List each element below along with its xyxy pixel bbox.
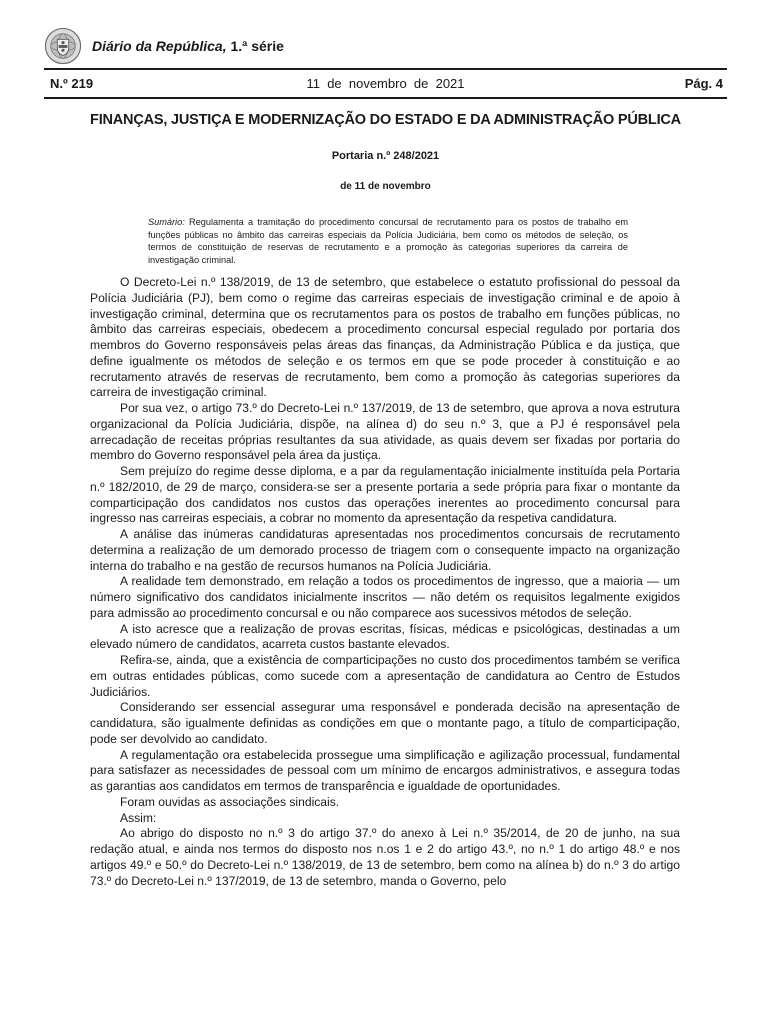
paragraph: Refira-se, ainda, que a existência de comparticipações no custo dos procedimentos também se verifica em outras entidades públicas, como sucede com a apresentação de candidatura ao Centro de Estudos Judiciários. (90, 653, 680, 699)
header-rule-top (44, 68, 727, 70)
paragraph: Assim: (120, 810, 157, 825)
paragraph: O Decreto-Lei n.º 138/2019, de 13 de setembro, que estabelece o estatuto profissional do pessoal da Polícia Judiciária (PJ), bem como o regime das carreiras especiais de investigação criminal e de apoio à investigação criminal, determina que os recrutamentos para os postos de trabalho em funções públicas, no âmbito das carreiras especiais, obedecem a procedimento concursal especial regulado por portaria dos membros do Governo responsáveis pelas áreas das finanças, da Administração Pública e da justiça, que define igualmente os métodos de seleção e os termos em que se pode proceder à constituição e ao recrutamento através de reservas de recrutamento, bem como a promoção às categorias superiores da carreira de investigação criminal. (90, 275, 680, 400)
journal-series: 1.ª série (226, 38, 284, 54)
journal-title (92, 38, 284, 54)
paragraph: A análise das inúmeras candidaturas apresentadas nos procedimentos concursais de recrutamento determina a realização de um demorado processo de triagem com o consequente impacto na organização interna do trabalho e na gestão de recursos humanos na Polícia Judiciária. (90, 527, 680, 573)
paragraph: A realidade tem demonstrado, em relação a todos os procedimentos de ingresso, que a maioria — um número significativo dos candidatos inicialmente inscritos — não detém os requisitos legalmente exigidos para admissão ao procedimento concursal e ou não comparece aos sucessivos métodos de seleção. (90, 574, 680, 620)
summary-text: Regulamenta a tramitação do procedimento concursal de recrutamento para os postos de trabalho em funções públicas no âmbito das carreiras especiais da Polícia Judiciária, bem como os métodos de seleção, os termos de constituição de reservas de recrutamento e a promoção às categorias superiores da carreira de investigação criminal. (148, 217, 628, 265)
issue-date: 11 de novembro de 2021 (306, 76, 465, 91)
paragraph: Considerando ser essencial assegurar uma responsável e ponderada decisão na apresentação de candidatura, são igualmente definidas as condições em que o montante pago, a título de comparticipação, pode ser devolvido ao candidato. (90, 700, 680, 746)
summary-label: Sumário: (148, 217, 185, 227)
paragraph: Por sua vez, o artigo 73.º do Decreto-Lei n.º 137/2019, de 13 de setembro, que aprova a nova estrutura organizacional da Polícia Judiciária, dispõe, na alínea d) do seu n.º 3, que a PJ é responsável pela arrecadação de receitas próprias resultantes da sua atividade, as quais devem ser fixadas por portaria do membro do Governo responsável pela área da justiça. (90, 401, 680, 463)
issue-number: N.º 219 (50, 76, 94, 91)
journal-header (44, 26, 284, 66)
ministry-heading: FINANÇAS, JUSTIÇA E MODERNIZAÇÃO DO ESTADO E DA ADMINISTRAÇÃO PÚBLICA (90, 112, 681, 128)
paragraph: Ao abrigo do disposto no n.º 3 do artigo 37.º do anexo à Lei n.º 35/2014, de 20 de junho, na sua redação atual, e ainda nos termos do disposto nos n.os 1 e 2 do artigo 43.º, no n.º 1 do artigo 48.º e nos artigos 49.º e 50.º do Decreto-Lei n.º 138/2019, de 13 de setembro, bem como na alínea b) do n.º 3 do artigo 73.º do Decreto-Lei n.º 137/2019, de 13 de setembro, manda o Governo, pelo (90, 826, 680, 888)
paragraph: Sem prejuízo do regime desse diploma, e a par da regulamentação inicialmente instituída pela Portaria n.º 182/2010, de 29 de março, considera-se ser a presente portaria a sede própria para fixar o montante da comparticipação dos candidatos nos custos das operações inerentes ao procedimento concursal para ingresso nas carreiras especiais, a cobrar no momento da apresentação da respetiva candidatura. (90, 464, 680, 526)
journal-name: Diário da República, (92, 38, 227, 54)
page-number: Pág. 4 (684, 76, 723, 91)
paragraph: A isto acresce que a realização de provas escritas, físicas, médicas e psicológicas, destinadas a um elevado número de candidatos, acarreta custos bastante elevados. (90, 621, 680, 652)
coat-of-arms-icon (44, 27, 82, 65)
paragraph: Foram ouvidas as associações sindicais. (120, 794, 340, 809)
summary (148, 216, 628, 266)
portaria-title: Portaria n.º 248/2021 (331, 150, 440, 162)
header-rule-bottom (44, 97, 727, 99)
issue-meta (44, 74, 727, 94)
body-text (90, 275, 680, 889)
paragraph: A regulamentação ora estabelecida prossegue uma simplificação e agilização processual, fundamental para satisfazer as necessidades de pessoal com um mínimo de encargos administrativos, e assegura todas as garantias aos candidatos em termos de transparência e igualdade de oportunidades. (90, 747, 680, 793)
portaria-date: de 11 de novembro (340, 181, 431, 192)
